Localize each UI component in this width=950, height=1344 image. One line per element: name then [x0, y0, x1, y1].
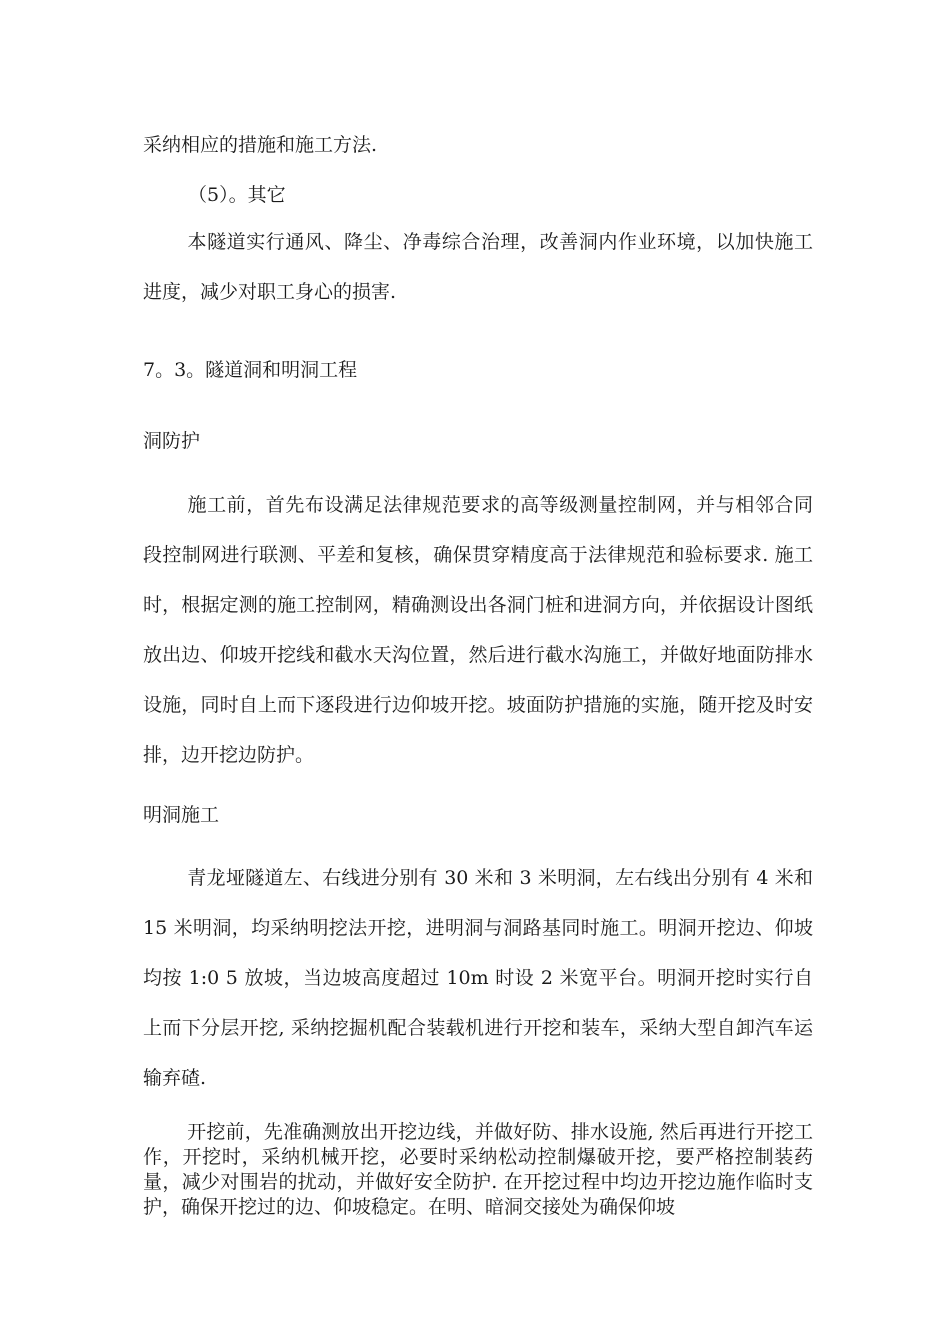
section-heading: 7。3。隧道洞和明洞工程	[143, 359, 358, 381]
subheading-portal-protection: 洞防护	[143, 430, 201, 452]
paragraph-portal-protection-text: 施工前，首先布设满足法律规范要求的高等级测量控制网，并与相邻合同段控制网进行联测、平差和复核，确保贯穿精度高于法律规范和验标要求. 施工时，根据定测的施工控制网，精确测设出各洞门桩和进洞方向，并依据设计图纸放出边、仰坡开挖线和截水天沟位置，然后进行截水沟施工，并做好地面防排水设施，同时自上而下逐段进行边仰坡开挖。坡面防护措施的实施，随开挖及时安排，边开挖边防护。	[143, 494, 813, 766]
paragraph-portal-protection	[143, 480, 813, 780]
item-heading-other: （5）。其它	[188, 184, 286, 206]
paragraph-ventilation	[143, 217, 813, 317]
paragraph-ventilation-text: 本隧道实行通风、降尘、净毒综合治理，改善洞内作业环境，以加快施工进度，减少对职工身心的损害.	[143, 231, 813, 303]
paragraph-excavation	[143, 1120, 813, 1220]
paragraph-excavation-text: 开挖前，先准确测放出开挖边线，并做好防、排水设施, 然后再进行开挖工作，开挖时，采纳机械开挖，必要时采纳松动控制爆破开挖，要严格控制装药量，减少对围岩的扰动，并做好安全防护. 在开挖过程中均边开挖边施作临时支护，确保开挖过的边、仰坡稳定。在明、暗洞交接处为确保仰坡	[143, 1121, 813, 1218]
paragraph-open-cut	[143, 853, 813, 1103]
subheading-open-cut: 明洞施工	[143, 804, 220, 826]
paragraph-open-cut-text: 青龙垭隧道左、右线进分别有 30 米和 3 米明洞，左右线出分别有 4 米和 15 米明洞，均采纳明挖法开挖，进明洞与洞路基同时施工。明洞开挖边、仰坡均按 1:0 5 放坡，当边坡高度超过 10m 时设 2 米宽平台。明洞开挖时实行自上而下分层开挖, 采纳挖掘机配合装载机进行开挖和装车，采纳大型自卸汽车运输弃碴.	[143, 867, 813, 1089]
paragraph-continuation: 采纳相应的措施和施工方法.	[143, 134, 378, 156]
